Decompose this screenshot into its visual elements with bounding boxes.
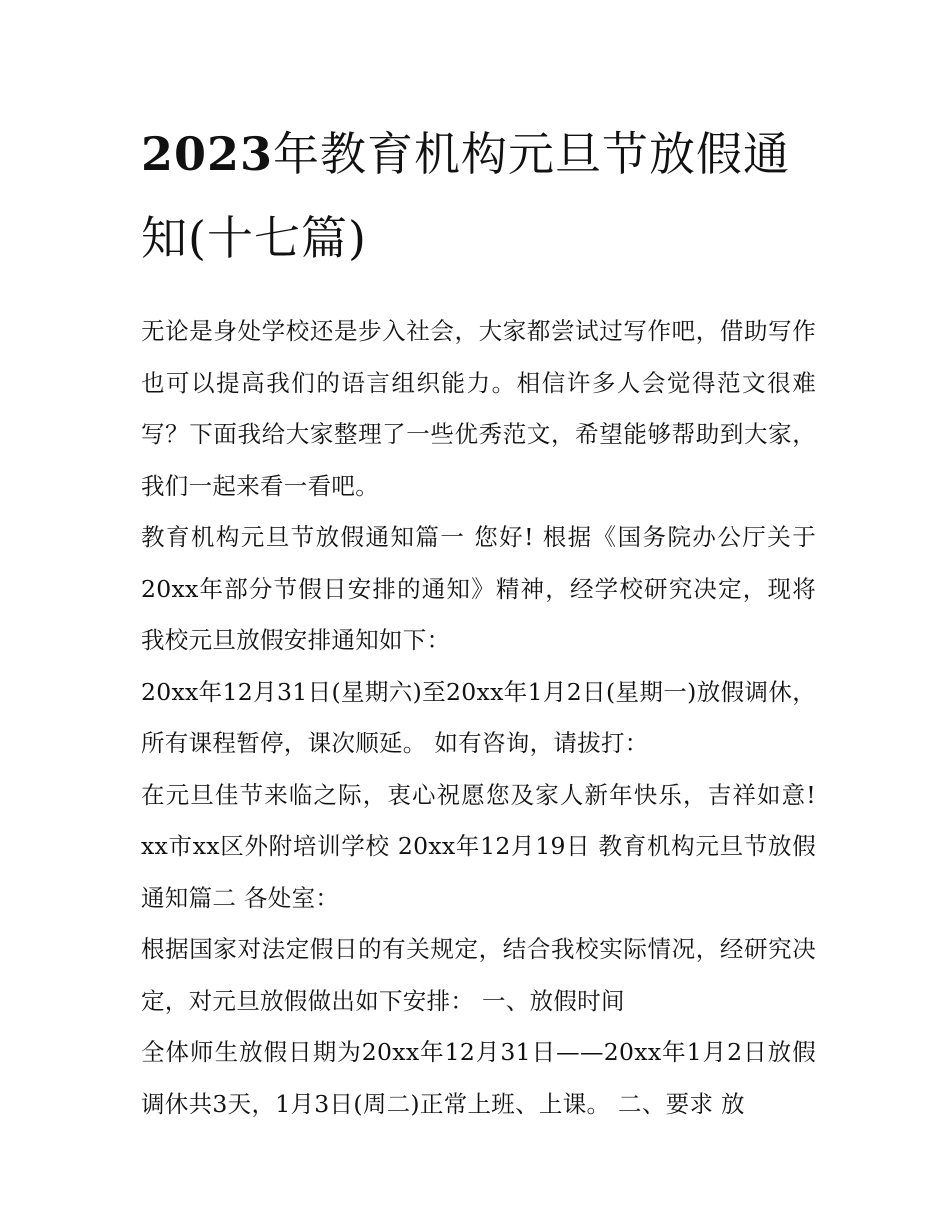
title-year: 2023 [141,127,274,181]
document-body [141,306,816,1130]
title-text: 年教育机构元旦节放假通知(十七篇) [141,127,791,265]
paragraph-intro: 无论是身处学校还是步入社会，大家都尝试过写作吧，借助写作也可以提高我们的语言组织能力。相信许多人会觉得范文很难写？下面我给大家整理了一些优秀范文，希望能够帮助到大家，我们一起来看一看吧。 [141,317,816,500]
paragraph-notice-one: 教育机构元旦节放假通知篇一 您好! 根据《国务院办公厅关于20xx年部分节假日安排的通知》精神，经学校研究决定，现将我校元旦放假安排通知如下： [141,523,816,654]
document-page [141,112,816,1130]
paragraph-schedule: 全体师生放假日期为20xx年12月31日——20xx年1月2日放假调休共3天，1月3日(周二)正常上班、上课。 二、要求 放 [141,1038,816,1118]
paragraph-greeting: 在元旦佳节来临之际，衷心祝愿您及家人新年快乐，吉祥如意! xx市xx区外附培训学校 20xx年12月19日 教育机构元旦节放假通知篇二 各处室： [141,780,816,912]
document-title [141,112,816,280]
paragraph-holiday-dates: 20xx年12月31日(星期六)至20xx年1月2日(星期一)放假调休，所有课程暂停，课次顺延。 如有咨询，请拔打： [141,677,816,757]
paragraph-notice-two: 根据国家对法定假日的有关规定，结合我校实际情况，经研究决定，对元旦放假做出如下安排： 一、放假时间 [141,935,816,1015]
